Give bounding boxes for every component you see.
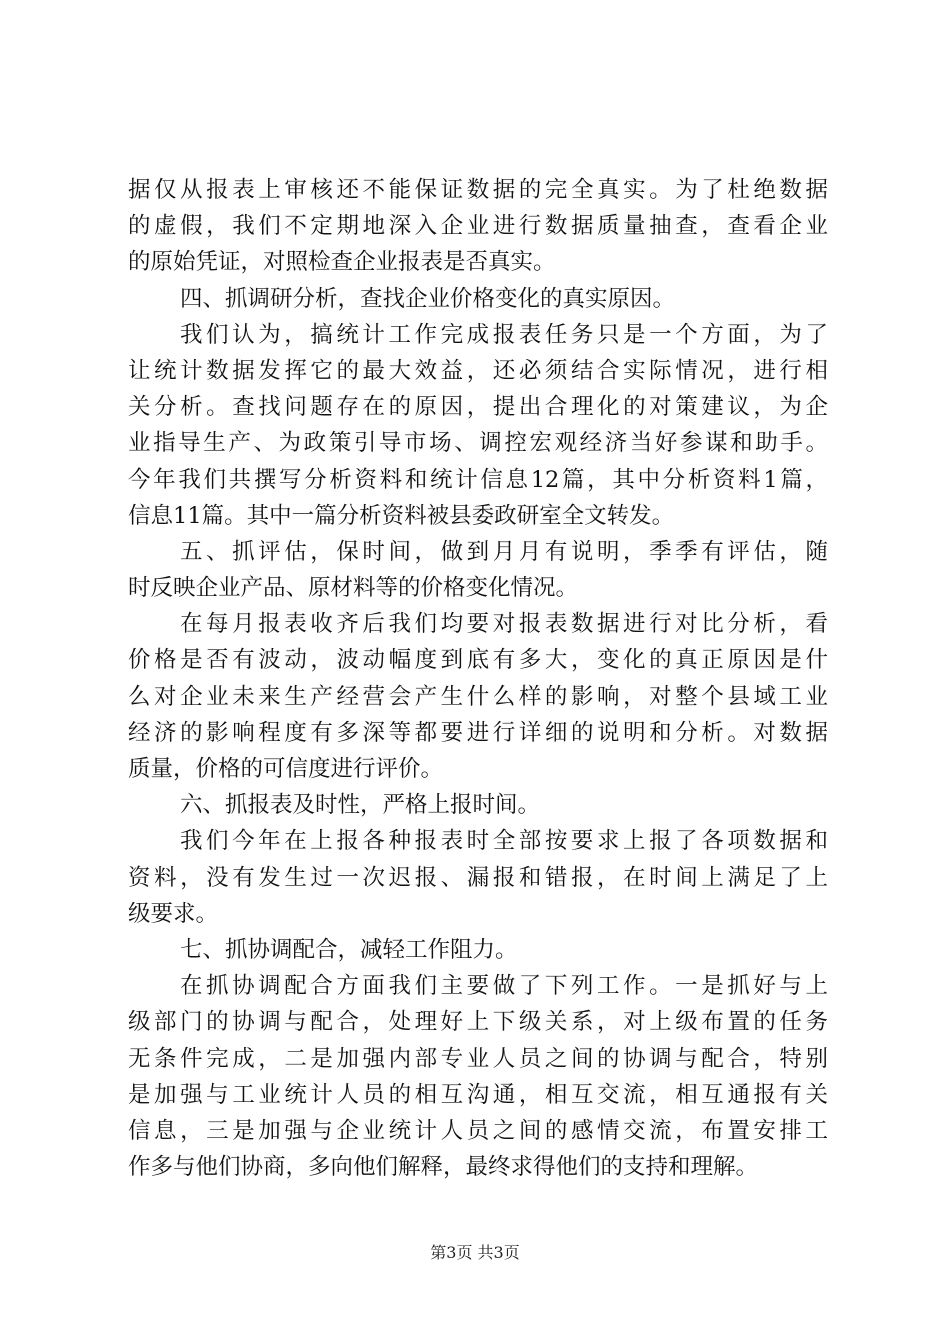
text-line: 我们今年在上报各种报表时全部按要求上报了各项数据和 (180, 828, 828, 855)
text-line: 作多与他们协商，多向他们解释，最终求得他们的支持和理解。 (128, 1154, 759, 1181)
text-line: 是加强与工业统计人员的相互沟通，相互交流，相互通报有关 (128, 1081, 828, 1108)
text-line: 今年我们共撰写分析资料和统计信息12篇，其中分析资料1篇， (128, 466, 828, 493)
text-line: 级部门的协调与配合，处理好上下级关系，对上级布置的任务 (128, 1009, 828, 1036)
text-line: 时反映企业产品、原材料等的价格变化情况。 (128, 575, 579, 602)
text-line: 级要求。 (128, 900, 219, 927)
text-line: 质量，价格的可信度进行评价。 (128, 756, 444, 782)
text-line: 五、抓评估，保时间，做到月月有说明，季季有评估，随 (180, 538, 828, 565)
text-line: 信息11篇。其中一篇分析资料被县委政研室全文转发。 (128, 502, 675, 529)
text-line: 的虚假，我们不定期地深入企业进行数据质量抽查，查看企业 (128, 213, 828, 240)
text-line: 在每月报表收齐后我们均要对报表数据进行对比分析，看 (180, 611, 828, 638)
text-line: 据仅从报表上审核还不能保证数据的完全真实。为了杜绝数据 (128, 177, 828, 203)
text-line: 么对企业未来生产经营会产生什么样的影响，对整个县域工业 (128, 683, 828, 710)
text-line: 让统计数据发挥它的最大效益，还必须结合实际情况，进行相 (128, 357, 828, 384)
text-line: 四、抓调研分析，查找企业价格变化的真实原因。 (180, 285, 676, 312)
text-line: 六、抓报表及时性，严格上报时间。 (180, 792, 541, 819)
document-body (128, 172, 828, 1185)
text-line: 在抓协调配合方面我们主要做了下列工作。一是抓好与上 (180, 973, 828, 1000)
text-line: 经济的影响程度有多深等都要进行详细的说明和分析。对数据 (128, 719, 828, 746)
text-line: 信息，三是加强与企业统计人员之间的感情交流，布置安排工 (128, 1117, 828, 1144)
text-line: 七、抓协调配合，减轻工作阻力。 (180, 936, 518, 963)
text-line: 业指导生产、为政策引导市场、调控宏观经济当好参谋和助手。 (128, 430, 828, 457)
text-line: 无条件完成，二是加强内部专业人员之间的协调与配合，特别 (128, 1045, 828, 1072)
text-line: 价格是否有波动，波动幅度到底有多大，变化的真正原因是什 (128, 647, 828, 674)
text-line: 关分析。查找问题存在的原因，提出合理化的对策建议，为企 (128, 394, 828, 421)
page-footer: 第3页 共3页 (430, 1243, 520, 1262)
text-line: 资料，没有发生过一次迟报、漏报和错报，在时间上满足了上 (128, 864, 828, 891)
text-line: 的原始凭证，对照检查企业报表是否真实。 (128, 249, 556, 276)
text-line: 我们认为，搞统计工作完成报表任务只是一个方面，为了 (180, 321, 828, 348)
